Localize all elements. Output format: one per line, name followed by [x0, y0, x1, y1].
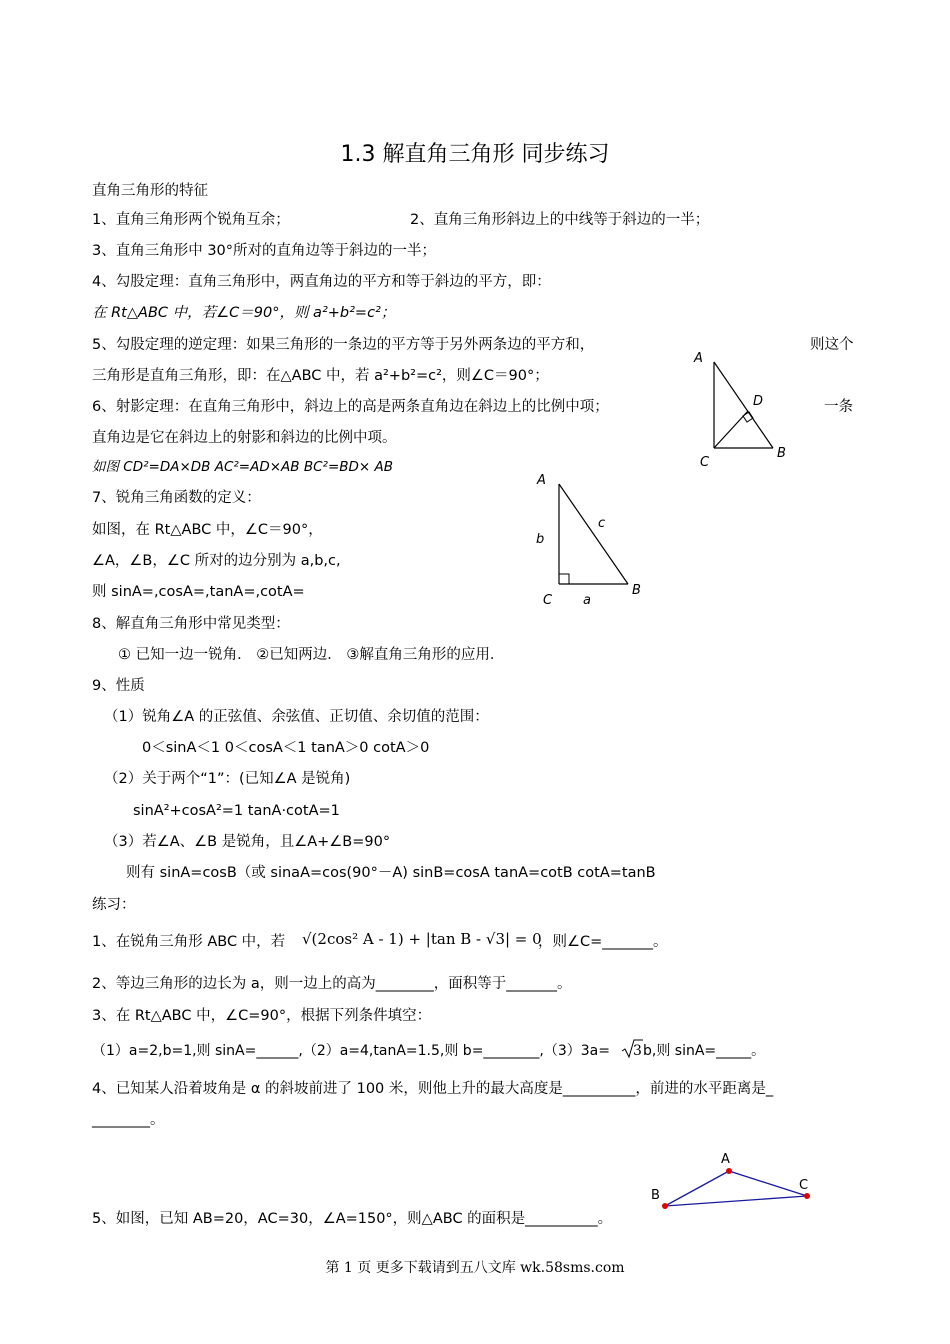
item-9c2: 则有 sinA=cosB（或 sinaA=cos(90°－A) sinB=cosA tanA=cotB cotA=tanB	[126, 865, 656, 881]
item-4b: 在 Rt△ABC 中，若∠C＝90°，则 a²+b²=c²；	[92, 305, 396, 321]
right-angle-mark	[559, 574, 569, 584]
section-heading: 直角三角形的特征	[92, 183, 208, 199]
label-c-side: c	[598, 516, 606, 531]
question-5: 5、如图，已知 AB=20，AC=30，∠A=150°，则△ABC 的面积是__________。	[92, 1211, 613, 1227]
item-7b: 如图，在 Rt△ABC 中，∠C＝90°，	[92, 522, 323, 538]
item-5: 5、勾股定理的逆定理：如果三角形的一条边的平方等于另外两条边的平方和，	[92, 337, 595, 353]
item-7: 7、锐角三角函数的定义：	[92, 490, 261, 506]
item-9a2: 0＜sinA＜1 0＜cosA＜1 tanA＞0 cotA＞0	[142, 740, 430, 756]
item-5b: 三角形是直角三角形，即：在△ABC 中，若 a²+b²=c²，则∠C＝90°；	[92, 368, 549, 384]
page-footer: 第 1 页 更多下载请到五八文库 wk.58sms.com	[325, 1260, 625, 1276]
question-3b-suffix: b,则 sinA=_____。	[643, 1043, 766, 1059]
item-3: 3、直角三角形中 30°所对的直角边等于斜边的一半；	[92, 243, 437, 259]
question-2: 2、等边三角形的边长为 a，则一边上的高为________，面积等于_______。	[92, 976, 572, 992]
question-4b: ________。	[92, 1112, 165, 1128]
label-c: C	[543, 593, 553, 608]
item-6: 6、射影定理：在直角三角形中，斜边上的高是两条直角边在斜边上的比例中项；	[92, 399, 609, 415]
label-b: B	[651, 1188, 660, 1203]
item-4: 4、勾股定理：直角三角形中，两直角边的平方和等于斜边的平方，即：	[92, 274, 551, 290]
question-1-suffix: ，则∠C=_______。	[538, 934, 668, 950]
item-9c: （3）若∠A、∠B 是锐角，且∠A+∠B=90°	[104, 834, 391, 850]
item-2: 2、直角三角形斜边上的中线等于斜边的一半；	[410, 212, 710, 228]
label-d: D	[753, 394, 764, 409]
side-c	[559, 484, 628, 584]
label-b: B	[632, 583, 641, 598]
item-7d: 则 sinA=,cosA=,tanA=,cotA=	[92, 584, 305, 600]
figure-altitude-triangle	[690, 346, 800, 474]
item-5-tail: 则这个	[810, 337, 854, 353]
point-b	[662, 1203, 668, 1209]
item-6c: 如图 CD²=DA×DB AC²=AD×AB BC²=BD× AB	[92, 459, 394, 475]
point-c	[804, 1193, 810, 1199]
item-9: 9、性质	[92, 678, 145, 694]
label-a: A	[721, 1152, 730, 1167]
item-9b2: sinA²+cosA²=1 tanA·cotA=1	[133, 803, 340, 819]
label-b-side: b	[536, 532, 545, 547]
question-3b-prefix: （1）a=2,b=1,则 sinA=______,（2）a=4,tanA=1.5,则 b=________,（3）3a=	[92, 1043, 610, 1059]
item-8b: ① 已知一边一锐角． ②已知两边． ③解直角三角形的应用．	[118, 647, 505, 663]
figure-trig-triangle	[530, 468, 650, 613]
figure-obtuse-triangle	[645, 1148, 820, 1218]
label-a: A	[537, 473, 546, 488]
label-a-side: a	[583, 593, 591, 608]
question-4: 4、已知某人沿着坡角是 α 的斜坡前进了 100 米，则他上升的最大高度是__________，前进的水平距离是_	[92, 1081, 774, 1097]
label-a: A	[694, 351, 703, 366]
label-c: C	[799, 1178, 809, 1193]
question-1-formula: √(2cos² A - 1) + |tan B - √3| = 0	[302, 930, 542, 948]
question-3: 3、在 Rt△ABC 中，∠C=90°，根据下列条件填空：	[92, 1008, 432, 1024]
label-c: C	[700, 455, 710, 470]
item-6b: 直角边是它在斜边上的射影和斜边的比例中项。	[92, 430, 397, 446]
question-3b-root: 3	[633, 1043, 642, 1059]
side-ab	[714, 362, 773, 448]
item-8: 8、解直角三角形中常见类型：	[92, 616, 290, 632]
item-7c: ∠A，∠B，∠C 所对的边分别为 a,b,c,	[92, 553, 341, 569]
label-b: B	[777, 446, 786, 461]
triangle-abc	[665, 1171, 807, 1206]
item-9a: （1）锐角∠A 的正弦值、余弦值、正切值、余切值的范围：	[104, 709, 489, 725]
question-1-prefix: 1、在锐角三角形 ABC 中，若	[92, 934, 286, 950]
item-1: 1、直角三角形两个锐角互余；	[92, 212, 290, 228]
point-a	[726, 1168, 732, 1174]
page-title: 1.3 解直角三角形 同步练习	[340, 142, 610, 167]
item-9b: （2）关于两个“1”：(已知∠A 是锐角)	[104, 771, 351, 787]
item-6-tail: 一条	[824, 399, 853, 415]
practice-heading: 练习：	[92, 897, 136, 913]
